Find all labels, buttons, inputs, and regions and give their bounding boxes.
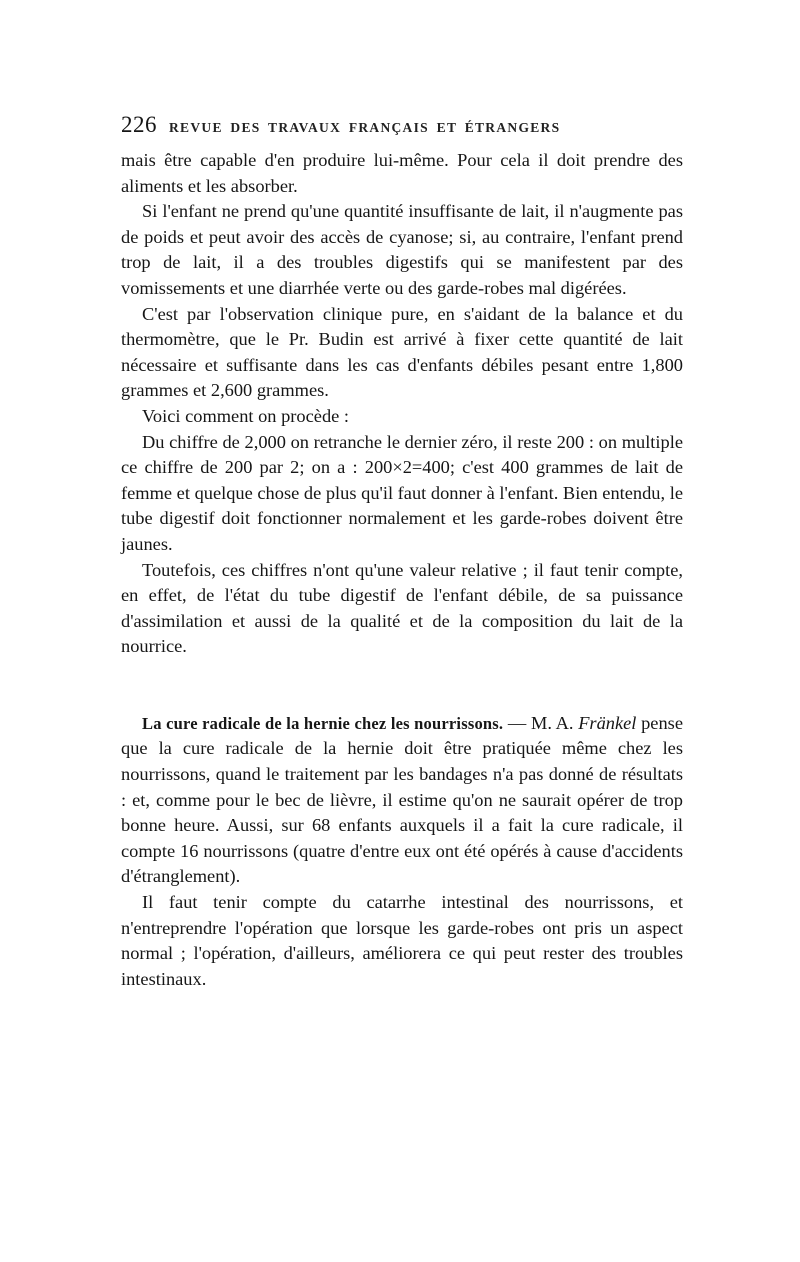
- paragraph: mais être capable d'en produire lui-même. Pour cela il doit prendre des aliments et les absorber.: [121, 150, 683, 196]
- paragraph: Voici comment on procède :: [142, 405, 350, 426]
- author-prefix: M. A.: [531, 712, 579, 733]
- author-name: Fränkel: [578, 712, 637, 733]
- page-number: 226: [121, 112, 157, 137]
- running-header: [121, 112, 683, 138]
- paragraph: C'est par l'observation clinique pure, en s'aidant de la balance et du thermomètre, que le Pr. Budin est arrivé à fixer cette quantité de lait nécessaire et suffisante dans les cas d'enfants débiles pesant entre 1,800 grammes et 2,600 grammes.: [121, 303, 683, 401]
- section-feeding-quantity: [121, 148, 683, 660]
- document-page: [121, 112, 683, 992]
- journal-title: REVUE DES TRAVAUX FRANÇAIS ET ÉTRANGERS: [169, 120, 561, 135]
- section-spacer: [121, 660, 683, 711]
- section-hernia-cure: [121, 711, 683, 993]
- paragraph: Il faut tenir compte du catarrhe intestinal des nourrissons, et n'entreprendre l'opération que lorsque les garde-robes ont pris un aspect normal ; l'opération, d'ailleurs, améliorera ce qui peut rester des troubles intestinaux.: [121, 892, 683, 989]
- paragraph-text: pense que la cure radicale de la hernie doit être pratiquée même chez les nourrissons, quand le traitement par les bandages n'a pas donné de résultats : et, comme pour le bec de lièvre, il estime qu'on ne saurait opérer de trop bonne heure. Aussi, sur 68 enfants auxquels il a fait la cure radicale, il compte 16 nourrissons (quatre d'entre eux ont été opérés à cause d'accidents d'étranglement).: [121, 712, 683, 887]
- article-title: La cure radicale de la hernie chez les nourrissons.: [142, 713, 504, 733]
- paragraph: Si l'enfant ne prend qu'une quantité insuffisante de lait, il n'augmente pas de poids et peut avoir des accès de cyanose; si, au contraire, l'enfant prend trop de lait, il a des troubles digestifs qui se manifestent par des vomissements et une diarrhée verte ou des garde-robes mal digérées.: [121, 201, 683, 298]
- paragraph: [121, 711, 683, 890]
- title-dash: —: [503, 712, 531, 733]
- paragraph: Du chiffre de 2,000 on retranche le dernier zéro, il reste 200 : on multiple ce chiffre de 200 par 2; on a : 200×2=400; c'est 400 grammes de lait de femme et quelque chose de plus qu'il faut donner à l'enfant. Bien entendu, le tube digestif doit fonctionner normalement et les garde-robes doivent être jaunes.: [121, 431, 683, 554]
- paragraph: Toutefois, ces chiffres n'ont qu'une valeur relative ; il faut tenir compte, en effet, de l'état du tube digestif de l'enfant débile, de sa puissance d'assimilation et aussi de la qualité et de la composition du lait de la nourrice.: [121, 559, 683, 657]
